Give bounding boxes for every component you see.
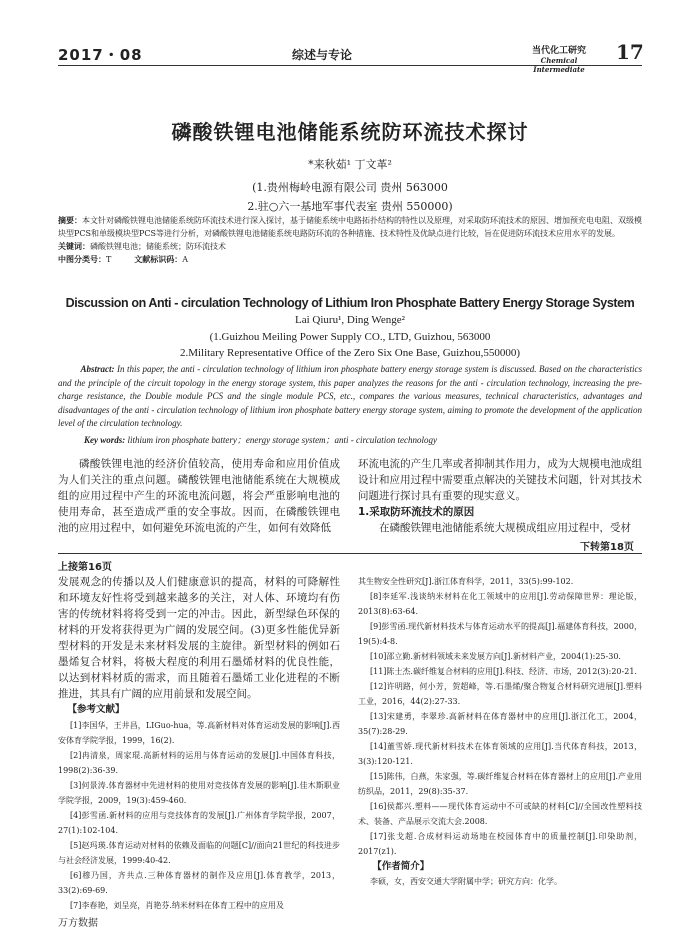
reference-item: [9]彭雪函.现代新材料技术与体育运动水平的提高[J].福建体育科技，2000，19(5):4-8. (358, 622, 642, 646)
abstract-en: In this paper, the anti - circulation technology of lithium iron phosphate battery energy storage system is discussed. Based on the characteristics and the principle of the circuit topology in the energy storage system, this paper analyzes the reasons for the anti - circulation technology, increasing the pre-charge resistance, the Double module PCS and the single module PCS, etc., compares the various measures, technical characteristics, advantages and disadvantages of the anti - circulation technology of lithium iron phosphate battery energy storage system, aiming to promote the development of the application level of the circulation technology. (58, 364, 643, 429)
reference-item: [16]侯都兴.塑料——现代体育运动中不可或缺的材料[C]//全国改性塑料技术、装备、产品展示交流大会.2008. (358, 802, 642, 826)
continued-left-column (58, 574, 340, 913)
reference-item: [13]宋建勇，李翠珍.高新材料在体育器材中的应用[J].浙江化工，2004，35(7):28-29. (358, 712, 642, 736)
footer-watermark: 万方数据 (58, 918, 98, 929)
body-right-paragraph-2: 在磷酸铁锂电池储能系统大规模成组应用过程中，受材 (379, 522, 631, 534)
continued-from-note: 上接第16页 (58, 562, 112, 573)
body-left-paragraph: 磷酸铁锂电池的经济价值较高，使用寿命和应用价值成为人们关注的重点问题。磷酸铁锂电池储能系统在大规模成组的应用过程中产生的环流电流问题，将会严重影响电池的使用寿命，甚至造成严重的安全事故。因而，在磷酸铁锂电池的应用过程中，如何避免环流电流的产生，如何有效降低 (58, 458, 340, 534)
reference-item: [1]李国华，王井昌，LIGuo-hua，等.高新材料对体育运动发展的影响[J].西安体育学院学报，1999，16(2). (58, 721, 340, 745)
continued-paragraph: 发展观念的传播以及人们健康意识的提高，材料的可降解性和环境友好性将受到越来越多的关注，对人体、环境均有伤害的传统材料将将受到一定的冲击。因此，新型绿色环保的材料的开发将获得更为广阔的发展空间。(3)更多性能优异新型材料的开发是未来材料发展的主旋律。新型材料的例如石墨烯复合材料，将极大程度的利用石墨烯材料的优良性能，以达到材料材质的需求，而且随着石墨烯工业化进程的不断推进，其具有广阔的应用前景和发展空间。 (58, 576, 340, 700)
author-bio: 李硕，女，西安交通大学附属中学；研究方向：化学。 (370, 877, 562, 886)
abstract-cn-block (58, 214, 642, 266)
abstract-cn-label: 摘要： (58, 215, 82, 225)
authors-en: Lai Qiuru¹, Ding Wenge² (295, 314, 405, 326)
affiliation-cn-2: 2.驻○六一基地军事代表室 贵州 550000) (247, 200, 453, 213)
references-left-list (58, 718, 340, 913)
body-right-column (358, 456, 642, 536)
abstract-en-label: Abstract: (80, 364, 115, 374)
reference-item: [11]陈士杰.碳纤维复合材料的应用[J].科技、经济、市场，2012(3):20-21. (370, 667, 637, 676)
keywords-cn-label: 关键词： (58, 241, 90, 251)
continued-next-note: 下转第18页 (580, 542, 634, 553)
reference-item: [10]邵立勤.新材料领域未来发展方向[J].新材料产业，2004(1):25-30. (370, 652, 621, 661)
page-number: 17 (616, 40, 644, 64)
reference-item: 其生物安全性研究[J].浙江体育科学，2011，33(5):99-102. (358, 577, 574, 586)
article-title-cn: 磷酸铁锂电池储能系统防环流技术探讨 (171, 120, 529, 144)
keywords-en-block (84, 433, 644, 446)
references-title: 【参考文献】 (67, 704, 125, 715)
header-rule (58, 65, 642, 66)
section-label: 综述与专论 (292, 48, 353, 62)
keywords-en-label: Key words: (84, 435, 126, 445)
body-right-paragraph: 环流电流的产生几率或者抑制其作用力，成为大规模电池成组设计和应用过程中需要重点解决的关键技术问题，针对其技术问题进行探讨具有重要的现实意义。 (358, 458, 642, 502)
journal-name-cn: 当代化工研究 (531, 46, 586, 56)
reference-item: [3]何景涛.体育器材中先进材料的使用对竞技体育发展的影响[J].佳木斯职业学院学报，2009，19(3):459-460. (58, 781, 340, 805)
journal-name-en: Chemical Intermediate (533, 56, 585, 74)
authors-cn: *来秋茹¹ 丁文革² (308, 158, 392, 171)
reference-item: [15]陈伟，白燕，朱家强，等.碳纤维复合材料在体育器材上的应用[J].产业用纺织品，2011，29(8):35-37. (358, 772, 642, 796)
affiliation-en-1: (1.Guizhou Meiling Power Supply CO., LTD, Guizhou, 563000 (209, 331, 491, 343)
reference-item: [6]穆乃国，齐共点.三种体育器材的制作及应用[J].体育教学，2013，33(2):69-69. (58, 871, 340, 895)
abstract-en-block (58, 363, 642, 431)
reference-item: [5]赵玛瑛.体育运动对材料的依赖及面临的问题[C]//面向21世纪的科技进步与社会经济发展，1999:40-42. (58, 841, 340, 865)
doc-label: 文献标识码： (134, 254, 183, 264)
reference-item: [8]李延军.浅谈纳米材料在化工领域中的应用[J].劳动保障世界：理论版，2013(8):63-64. (358, 592, 642, 616)
affiliation-en-2: 2.Military Representative Office of the Zero Six One Base, Guizhou,550000) (179, 347, 521, 359)
class-value: T (106, 255, 112, 264)
keywords-en: lithium iron phosphate battery；energy storage system；anti - circulation technology (127, 435, 437, 445)
body-left-column (58, 456, 340, 536)
author-bio-title: 【作者简介】 (372, 861, 430, 872)
class-label: 中图分类号： (58, 254, 106, 264)
section-heading-1: 1.采取防环流技术的原因 (358, 506, 475, 518)
article-title-en: Discussion on Anti - circulation Technology of Lithium Iron Phosphate Battery Energy Storage System (65, 296, 635, 310)
reference-item: [2]冉清泉，周家琨.高新材料的运用与体育运动的发展[J].中国体育科技，1998(2):36-39. (58, 751, 340, 775)
keywords-cn: 磷酸铁锂电池；储能系统；防环流技术 (90, 242, 226, 251)
references-right-list (358, 574, 642, 889)
reference-item: [14]董雪娇.现代新材料技术在体育领域的应用[J].当代体育科技，2013，3(3):120-121. (358, 742, 642, 766)
reference-item: [4]彭雪函.新材料的应用与竞技体育的发展[J].广州体育学院学报，2007，27(1):102-104. (58, 811, 340, 835)
journal-name (514, 43, 604, 74)
doc-value: A (182, 255, 189, 264)
reference-item: [17]张戈超.合成材料运动场地在校园体育中的质量控制[J].印染助剂，2017(z1). (358, 832, 642, 856)
reference-item: [12]许明路，何小芳，贺超峰，等.石墨烯/聚合物复合材料研究进展[J].塑料工业，2016，44(2):27-33. (358, 682, 642, 706)
section-divider (58, 553, 642, 554)
issue-label: 2017・08 (58, 46, 143, 64)
abstract-cn: 本文针对磷酸铁锂电池储能系统防环流技术进行深入探讨，基于储能系统中电路拓扑结构的特性以及原理，对采取防环流技术的原因、增加预充电电阻、双级模块型PCS和单级模块型PCS等进行分析，对磷酸铁锂电池储能系统电路防环流的各种措施、技术特性及优缺点进行比较，旨在促进防环流技术应用水平的发展。 (58, 216, 642, 238)
affiliation-cn-1: (1.贵州梅岭电源有限公司 贵州 563000 (252, 181, 448, 194)
reference-item: [7]李春艳，刘呈亮，肖艳芬.纳米材料在体育工程中的应用及 (70, 901, 284, 910)
